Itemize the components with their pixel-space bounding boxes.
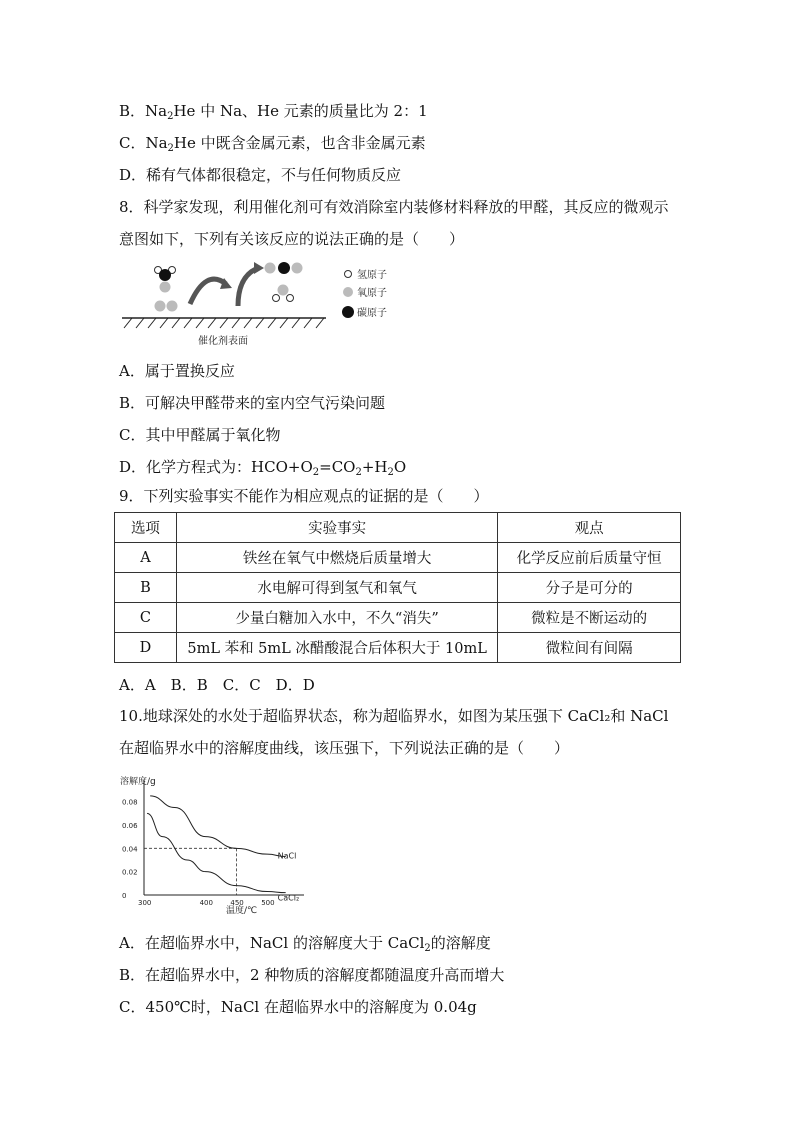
y-tick-label: 0.06: [122, 822, 138, 830]
x-tick-label: 400: [199, 899, 213, 907]
catalyst-surface-label: 催化剂表面: [198, 336, 248, 347]
y-axis-label: 溶解度/g: [120, 777, 156, 787]
q10-option-c: C．450℃时，NaCl 在超临界水中的溶解度为 0.04g: [119, 998, 477, 1016]
question-9: 9．下列实验事实不能作为相应观点的证据的是（ ）: [119, 487, 489, 505]
x-tick-label: 500: [261, 899, 275, 907]
table-cell: B: [115, 573, 177, 603]
table-cell: 水电解可得到氢气和氧气: [176, 573, 497, 603]
x-tick-label: 300: [138, 899, 152, 907]
legend-carbon-label: 碳原子: [357, 308, 387, 319]
q8-option-c: C．其中甲醛属于氧化物: [119, 426, 281, 444]
table-row: [115, 633, 681, 663]
option-c-line: C．$Na_2He$ 中既含金属元素，也含非金属元素: [119, 134, 426, 154]
table-header: 选项: [115, 513, 177, 543]
table-cell: 微粒是不断运动的: [498, 603, 681, 633]
table-cell: 少量白糖加入水中，不久“消失”: [176, 603, 497, 633]
legend-hydrogen-label: 氢原子: [357, 270, 387, 281]
q8-option-a: A．属于置换反应: [119, 362, 235, 380]
q8-option-d: D．化学方程式为：$HCO+O_2=CO_2+H_2O$: [119, 458, 407, 478]
table-header: 观点: [498, 513, 681, 543]
y-tick-label: 0.08: [122, 798, 138, 807]
x-axis-label: 温度/℃: [226, 906, 258, 916]
y-tick-label: 0.04: [122, 845, 138, 854]
question-8: 8．科学家发现，利用催化剂可有效消除室内装修材料释放的甲醛，其反应的微观示意图如下，下列有关该反应的说法正确的是（ ）: [119, 198, 669, 248]
table-cell: A: [115, 543, 177, 573]
y-tick-label: 0: [122, 892, 127, 900]
q9-answer-options: A．A B．B C．C D．D: [119, 676, 315, 694]
table-cell: 铁丝在氧气中燃烧后质量增大: [176, 543, 497, 573]
option-d-line: D．稀有气体都很稳定，不与任何物质反应: [119, 166, 402, 184]
table-cell: 分子是可分的: [498, 573, 681, 603]
series-line-cacl2: [147, 813, 286, 892]
table-cell: 化学反应前后质量守恒: [498, 543, 681, 573]
legend-oxygen-label: 氧原子: [357, 288, 387, 299]
table-cell: 5mL 苯和 5mL 冰醋酸混合后体积大于 10mL: [176, 633, 497, 663]
table-row: [115, 543, 681, 573]
q10-option-a: A．在超临界水中，NaCl 的溶解度大于 CaCl$_2$的溶解度: [119, 934, 491, 954]
x-tick-label: 450: [230, 899, 244, 907]
q10-option-b: B．在超临界水中，2 种物质的溶解度都随温度升高而增大: [119, 966, 505, 984]
table-header: 实验事实: [176, 513, 497, 543]
y-tick-label: 0.02: [122, 868, 138, 877]
reaction-diagram: [120, 254, 420, 352]
table-header-row: [115, 513, 681, 543]
series-line-nacl: [150, 796, 286, 857]
experiment-table: [114, 512, 681, 663]
series-label: CaCl₂: [277, 893, 300, 903]
table-cell: C: [115, 603, 177, 633]
table-cell: 微粒间有间隔: [498, 633, 681, 663]
question-10: 10.地球深处的水处于超临界状态，称为超临界水，如图为某压强下 CaCl₂和 NaCl 在超临界水中的溶解度曲线，该压强下，下列说法正确的是（ ）: [119, 707, 669, 757]
option-b-line: B．$Na_2He$ 中 Na、He 元素的质量比为 2：1: [119, 102, 428, 122]
solubility-chart: [118, 772, 308, 917]
series-label: NaCl: [277, 851, 297, 861]
table-row: [115, 573, 681, 603]
table-cell: D: [115, 633, 177, 663]
q8-option-b: B．可解决甲醛带来的室内空气污染问题: [119, 394, 386, 412]
table-row: [115, 603, 681, 633]
